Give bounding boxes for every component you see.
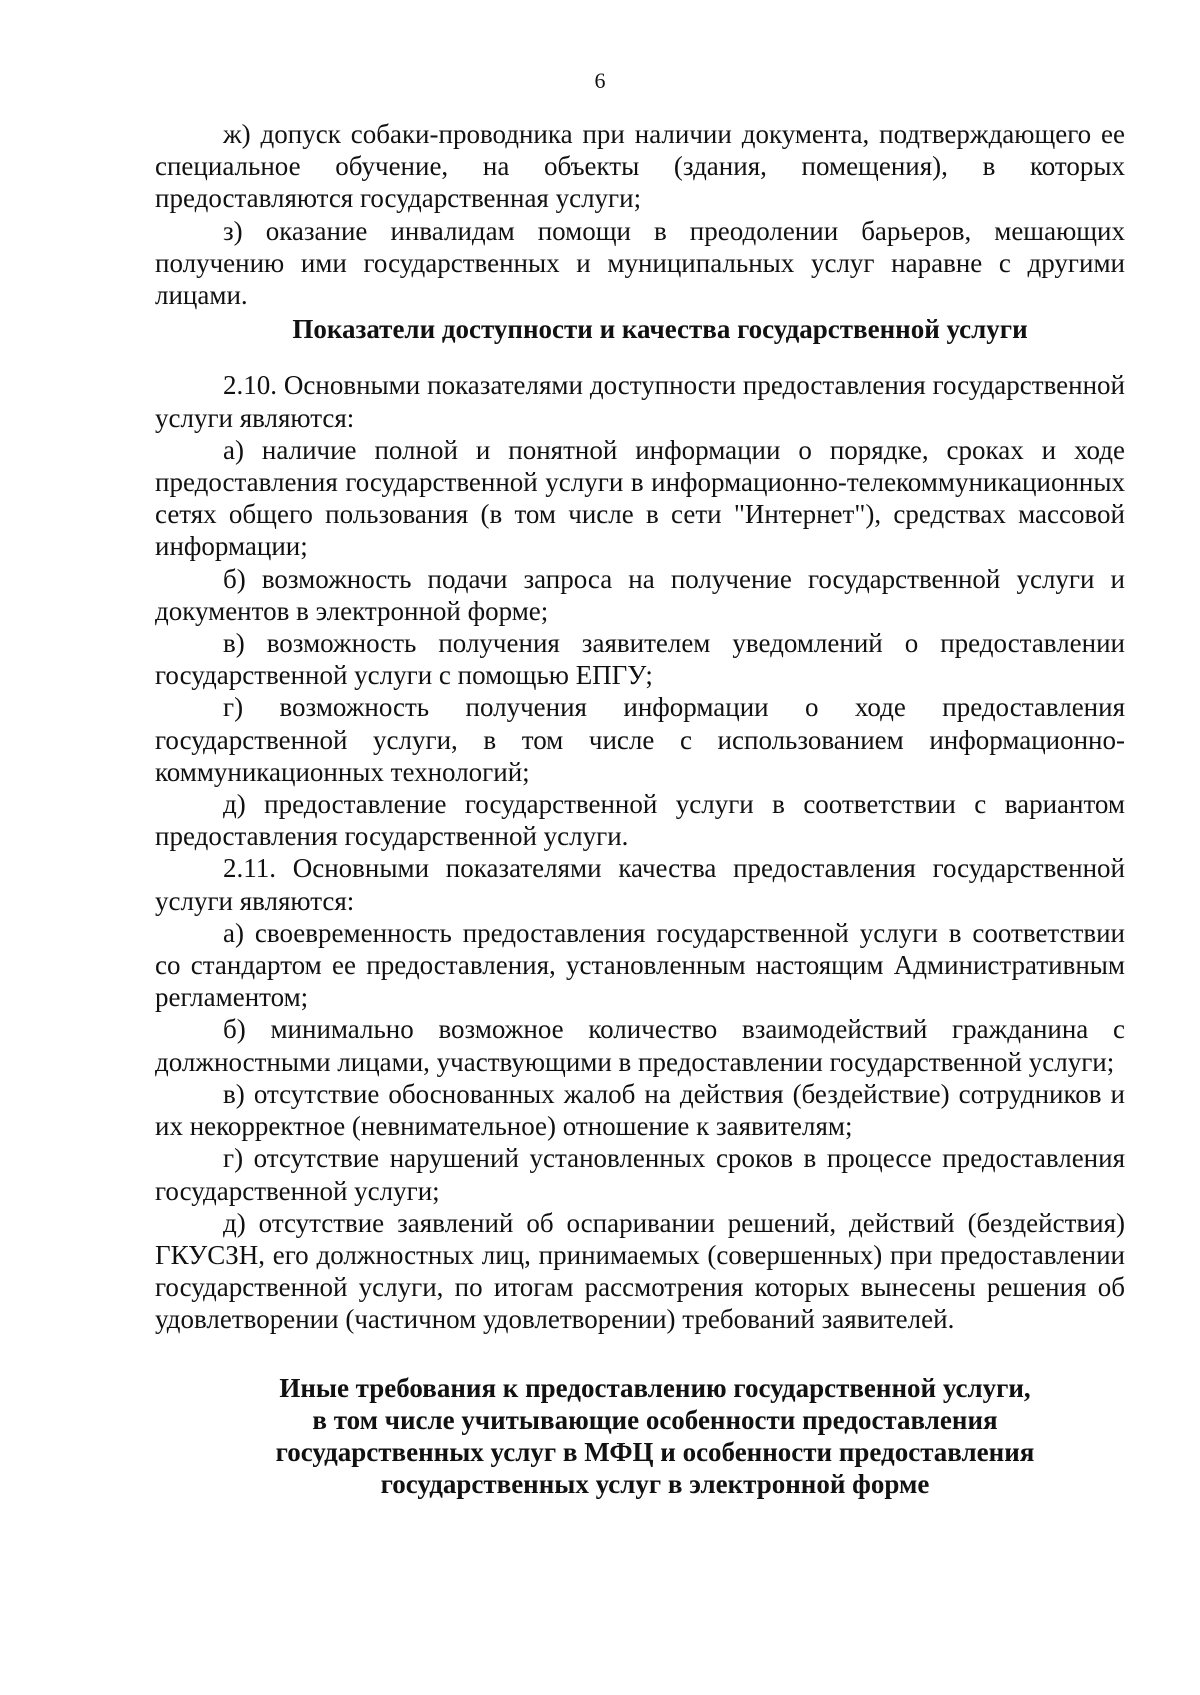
paragraph-2-10-b: б) возможность подачи запроса на получение государственной услуги и документов в электронной форме;: [155, 563, 1125, 626]
paragraph-2-11-d: д) отсутствие заявлений об оспаривании решений, действий (бездействия) ГКУСЗН, его должностных лиц, принимаемых (совершенных) при предоставлении государственной услуги, по итогам рассмотрения которых вынесены решения об удовлетворении (частичном удовлетворении) требований заявителей.: [155, 1207, 1125, 1335]
heading-line: государственных услуг в МФЦ и особенности предоставления: [275, 1436, 1035, 1467]
section-heading-other-requirements: [155, 1372, 1125, 1501]
paragraph-2-10-g: г) возможность получения информации о ходе предоставления государственной услуги, в том числе с использованием информационно-коммуникационных технологий;: [155, 692, 1125, 787]
paragraph-zh: ж) допуск собаки-проводника при наличии документа, подтверждающего ее специальное обучение, на объекты (здания, помещения), в которых предоставляются государственная услуги;: [155, 119, 1125, 214]
paragraph-2-11-a: а) своевременность предоставления государственной услуги в соответствии со стандартом ее предоставления, установленным настоящим Административным регламентом;: [155, 917, 1125, 1013]
paragraph-2-11-v: в) отсутствие обоснованных жалоб на действия (бездействие) сотрудников и их некорректное (невнимательное) отношение к заявителям;: [155, 1078, 1125, 1142]
paragraph-2-10-d: д) предоставление государственной услуги в соответствии с вариантом предоставления государственной услуги.: [155, 789, 1125, 852]
paragraph-2-11-b: б) минимально возможное количество взаимодействий гражданина с должностными лицами, участвующими в предоставлении государственной услуги;: [155, 1014, 1125, 1077]
paragraph-2-11-g: г) отсутствие нарушений установленных сроков в процессе предоставления государственной услуги;: [155, 1143, 1125, 1206]
document-body: [155, 118, 1125, 1500]
paragraph-2-10-a: а) наличие полной и понятной информации о порядке, сроках и ходе предоставления государственной услуги в информационно-телекоммуникационных сетях общего пользования (в том числе в сети "Интернет"), средствах массовой информации;: [155, 434, 1125, 562]
paragraph-2-10: 2.10. Основными показателями доступности предоставления государственной услуги являются:: [155, 370, 1125, 433]
heading-line: государственных услуг в электронной форме: [380, 1469, 930, 1500]
page-number: 6: [594, 68, 606, 93]
section-heading-accessibility: Показатели доступности и качества государственной услуги: [292, 314, 1028, 345]
paragraph-2-10-v: в) возможность получения заявителем уведомлений о предоставлении государственной услуги с помощью ЕПГУ;: [155, 628, 1125, 691]
paragraph-2-11: 2.11. Основными показателями качества предоставления государственной услуги являются:: [155, 853, 1125, 916]
heading-line: Иные требования к предоставлению государственной услуги,: [279, 1372, 1031, 1403]
heading-line: в том числе учитывающие особенности предоставления: [312, 1404, 998, 1435]
paragraph-z: з) оказание инвалидам помощи в преодолении барьеров, мешающих получению ими государственных и муниципальных услуг наравне с другими лицами.: [155, 215, 1125, 311]
